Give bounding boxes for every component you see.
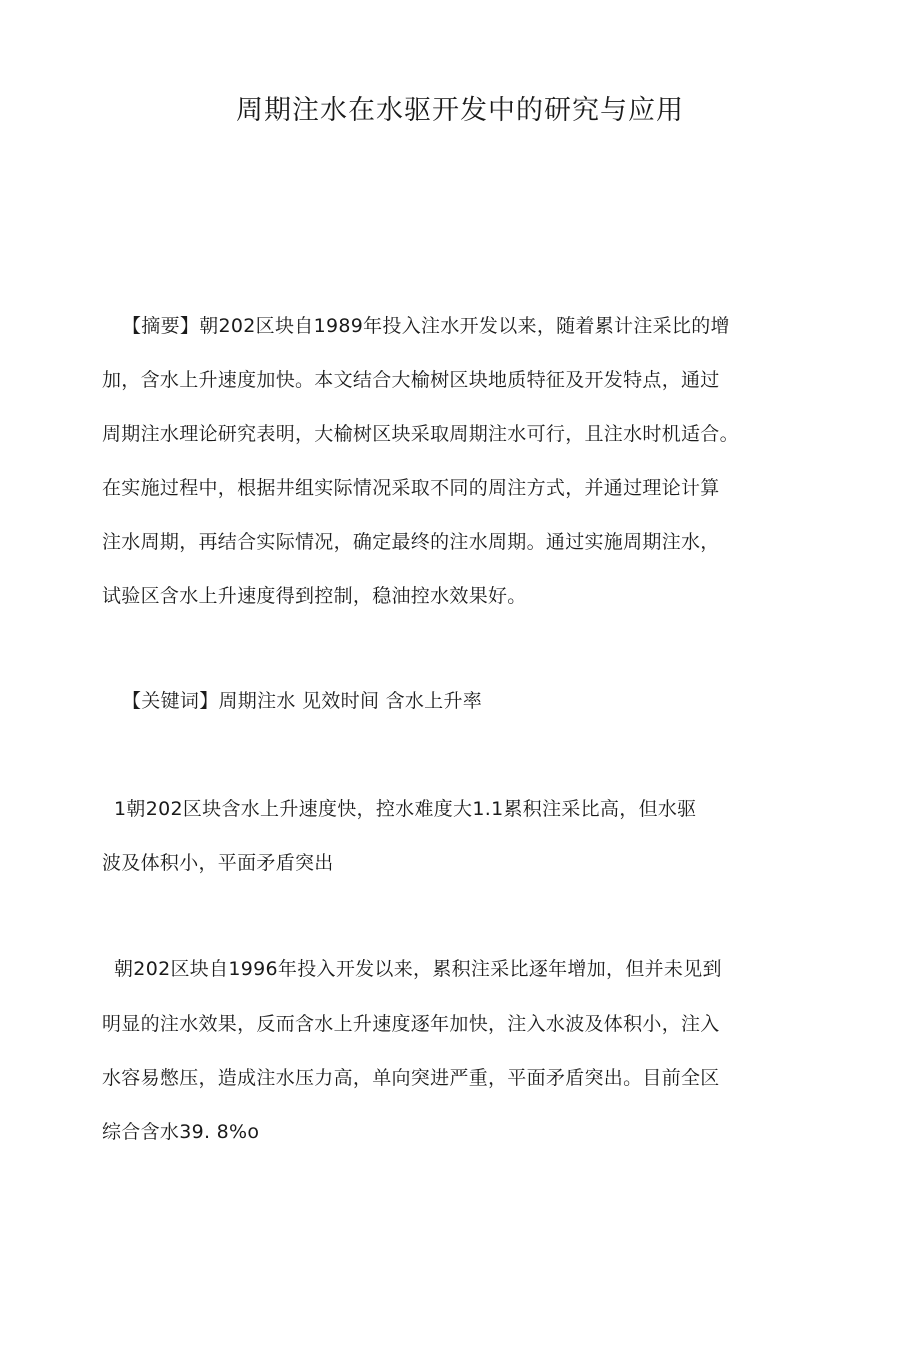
section-1-heading-line-2: 波及体积小，平面矛盾突出 [102,852,334,874]
abstract-line-3: 周期注水理论研究表明，大榆树区块采取周期注水可行，且注水时机适合。 [102,423,739,445]
section-1-heading-line-1: 1朝202区块含水上升速度快，控水难度大1.1累积注采比高，但水驱 [114,798,697,820]
abstract-line-1: 【摘要】朝202区块自1989年投入注水开发以来，随着累计注采比的增 [122,315,730,337]
document-title: 周期注水在水驱开发中的研究与应用 [236,95,684,126]
section-1-body-line-4: 综合含水39. 8%o [102,1121,260,1143]
keywords-line: 【关键词】周期注水 见效时间 含水上升率 [122,690,483,712]
abstract-line-2: 加，含水上升速度加快。本文结合大榆树区块地质特征及开发特点，通过 [102,369,720,391]
abstract-line-4: 在实施过程中，根据井组实际情况采取不同的周注方式，并通过理论计算 [102,477,720,499]
abstract-line-5: 注水周期，再结合实际情况，确定最终的注水周期。通过实施周期注水， [102,531,720,553]
section-1-body-line-2: 明显的注水效果，反而含水上升速度逐年加快，注入水波及体积小，注入 [102,1013,720,1035]
abstract-line-6: 试验区含水上升速度得到控制，稳油控水效果好。 [102,585,527,607]
section-1-body-line-1: 朝202区块自1996年投入开发以来，累积注采比逐年增加，但并未见到 [114,958,722,980]
section-1-body-line-3: 水容易憋压，造成注水压力高，单向突进严重，平面矛盾突出。目前全区 [102,1067,720,1089]
